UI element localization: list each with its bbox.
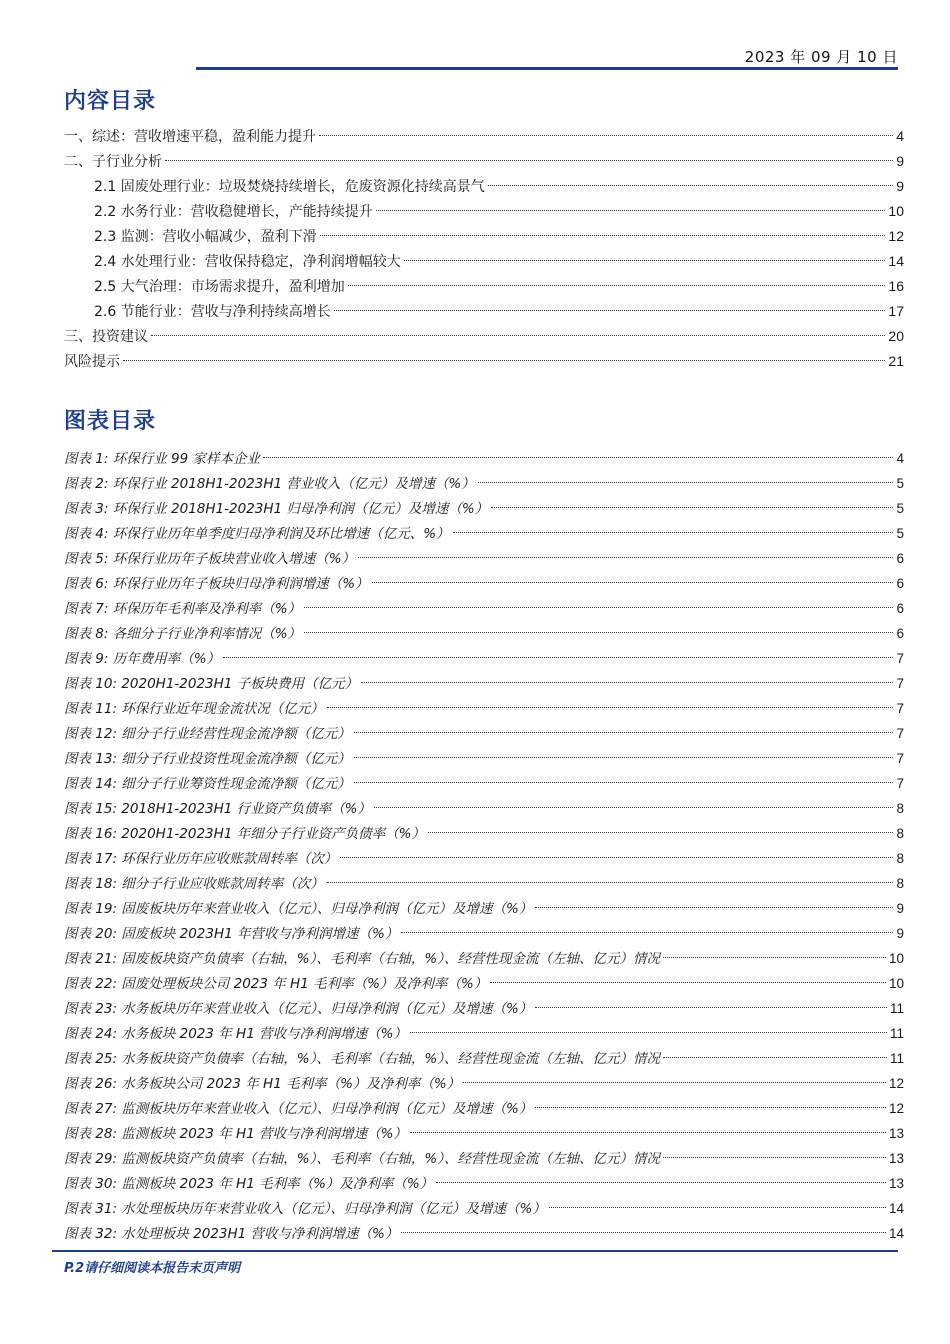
entry-label: 图表 23: 水务板块历年来营业收入（亿元）、归母净利润（亿元）及增速（%） <box>64 1001 533 1017</box>
dot-leader <box>488 185 893 186</box>
toc-entry[interactable] <box>64 299 904 324</box>
figure-entry[interactable] <box>64 546 904 571</box>
entry-label: 2.1 固废处理行业：垃圾焚烧持续增长，危废资源化持续高景气 <box>94 179 485 195</box>
dot-leader <box>354 757 894 758</box>
figure-entry[interactable] <box>64 896 904 921</box>
toc-entry[interactable] <box>64 349 904 374</box>
figure-entry[interactable] <box>64 871 904 896</box>
dot-leader <box>327 707 894 708</box>
entry-page-number: 11 <box>889 1001 904 1016</box>
entry-page-number: 14 <box>888 253 904 269</box>
entry-label: 图表 26: 水务板块公司 2023 年 H1 毛利率（%）及净利率（%） <box>64 1076 461 1092</box>
toc-entry[interactable] <box>64 249 904 274</box>
entry-page-number: 14 <box>888 1226 904 1241</box>
entry-label: 图表 24: 水务板块 2023 年 H1 营收与净利润增速（%） <box>64 1026 407 1042</box>
entry-label: 图表 4: 环保行业历年单季度归母净利润及环比增速（亿元、%） <box>64 526 450 542</box>
entry-page-number: 13 <box>888 1151 904 1166</box>
figure-entry[interactable] <box>64 1021 904 1046</box>
dot-leader <box>304 632 893 633</box>
figure-entry[interactable] <box>64 496 904 521</box>
entry-page-number: 7 <box>896 676 904 691</box>
figure-entry[interactable] <box>64 471 904 496</box>
entry-label: 二、子行业分析 <box>64 154 162 170</box>
entry-page-number: 12 <box>888 1076 904 1091</box>
dot-leader <box>340 857 893 858</box>
entry-label: 图表 11: 环保行业近年现金流状况（亿元） <box>64 701 324 717</box>
figure-entry[interactable] <box>64 671 904 696</box>
contents-title: 内容目录 <box>64 89 157 114</box>
entry-label: 图表 29: 监测板块资产负债率（右轴，%）、毛利率（右轴，%）、经营性现金流（左轴、亿元）情况 <box>64 1151 660 1167</box>
entry-page-number: 6 <box>896 551 904 566</box>
dot-leader <box>490 982 886 983</box>
figures-title: 图表目录 <box>64 409 157 434</box>
figure-entry[interactable] <box>64 1096 904 1121</box>
entry-label: 图表 25: 水务板块资产负债率（右轴，%）、毛利率（右轴，%）、经营性现金流（左轴、亿元）情况 <box>64 1051 660 1067</box>
dot-leader <box>151 335 885 336</box>
dot-leader <box>463 1082 886 1083</box>
entry-page-number: 4 <box>896 451 904 466</box>
figure-entry[interactable] <box>64 821 904 846</box>
entry-label: 图表 22: 固废处理板块公司 2023 年 H1 毛利率（%）及净利率（%） <box>64 976 488 992</box>
entry-page-number: 10 <box>888 951 904 966</box>
figure-entry[interactable] <box>64 796 904 821</box>
entry-label: 一、综述：营收增速平稳，盈利能力提升 <box>64 129 316 145</box>
dot-leader <box>304 607 893 608</box>
dot-leader <box>374 807 893 808</box>
entry-label: 图表 5: 环保行业历年子板块营业收入增速（%） <box>64 551 356 567</box>
dot-leader <box>663 1157 886 1158</box>
figure-entry[interactable] <box>64 446 904 471</box>
contents-list <box>64 124 904 374</box>
dot-leader <box>401 932 893 933</box>
footer-disclaimer: P.2请仔细阅读本报告末页声明 <box>64 1261 241 1276</box>
figure-entry[interactable] <box>64 996 904 1021</box>
entry-label: 三、投资建议 <box>64 329 148 345</box>
dot-leader <box>372 582 894 583</box>
dot-leader <box>165 160 893 161</box>
figure-entry[interactable] <box>64 846 904 871</box>
entry-label: 图表 15: 2018H1-2023H1 行业资产负债率（%） <box>64 801 371 817</box>
entry-label: 图表 6: 环保行业历年子板块归母净利润增速（%） <box>64 576 369 592</box>
toc-entry[interactable] <box>64 324 904 349</box>
entry-page-number: 7 <box>896 651 904 666</box>
entry-page-number: 7 <box>896 726 904 741</box>
entry-label: 图表 16: 2020H1-2023H1 年细分子行业资产负债率（%） <box>64 826 425 842</box>
entry-page-number: 4 <box>896 128 904 144</box>
entry-label: 图表 27: 监测板块历年来营业收入（亿元）、归母净利润（亿元）及增速（%） <box>64 1101 533 1117</box>
footer-divider <box>52 1250 898 1252</box>
entry-page-number: 11 <box>889 1051 904 1066</box>
figure-entry[interactable] <box>64 646 904 671</box>
entry-page-number: 9 <box>896 178 904 194</box>
entry-label: 图表 28: 监测板块 2023 年 H1 营收与净利润增速（%） <box>64 1126 407 1142</box>
report-date: 2023 年 09 月 10 日 <box>744 48 898 66</box>
entry-label: 图表 10: 2020H1-2023H1 子板块费用（亿元） <box>64 676 359 692</box>
dot-leader <box>401 1232 886 1233</box>
entry-page-number: 17 <box>888 303 904 319</box>
dot-leader <box>123 360 885 361</box>
entry-page-number: 7 <box>896 776 904 791</box>
entry-page-number: 16 <box>888 278 904 294</box>
entry-page-number: 8 <box>896 826 904 841</box>
entry-label: 2.3 监测：营收小幅减少，盈利下滑 <box>94 229 317 245</box>
figure-entry[interactable] <box>64 746 904 771</box>
entry-label: 图表 21: 固废板块资产负债率（右轴，%）、毛利率（右轴，%）、经营性现金流（左轴、亿元）情况 <box>64 951 660 967</box>
entry-page-number: 13 <box>888 1176 904 1191</box>
entry-page-number: 5 <box>896 501 904 516</box>
entry-page-number: 11 <box>889 1026 904 1041</box>
toc-entry[interactable] <box>64 274 904 299</box>
dot-leader <box>320 235 886 236</box>
entry-label: 图表 31: 水处理板块历年来营业收入（亿元）、归母净利润（亿元）及增速（%） <box>64 1201 546 1217</box>
dot-leader <box>334 310 886 311</box>
entry-page-number: 5 <box>896 526 904 541</box>
entry-label: 图表 2: 环保行业 2018H1-2023H1 营业收入（亿元）及增速（%） <box>64 476 475 492</box>
figure-entry[interactable] <box>64 1121 904 1146</box>
entry-page-number: 12 <box>888 1101 904 1116</box>
dot-leader <box>319 135 893 136</box>
dot-leader <box>354 732 894 733</box>
dot-leader <box>223 657 893 658</box>
entry-page-number: 20 <box>888 328 904 344</box>
figure-entry[interactable] <box>64 771 904 796</box>
figure-entry[interactable] <box>64 1196 904 1221</box>
dot-leader <box>354 782 894 783</box>
entry-label: 2.4 水处理行业：营收保持稳定，净利润增幅较大 <box>94 254 401 270</box>
figure-entry[interactable] <box>64 1046 904 1071</box>
entry-page-number: 8 <box>896 851 904 866</box>
toc-entry[interactable] <box>64 124 904 149</box>
entry-page-number: 5 <box>896 476 904 491</box>
entry-page-number: 9 <box>896 901 904 916</box>
toc-entry[interactable] <box>64 199 904 224</box>
entry-label: 图表 20: 固废板块 2023H1 年营收与净利润增速（%） <box>64 926 399 942</box>
dot-leader <box>410 1132 886 1133</box>
entry-label: 图表 12: 细分子行业经营性现金流净额（亿元） <box>64 726 351 742</box>
entry-label: 图表 14: 细分子行业筹资性现金流净额（亿元） <box>64 776 351 792</box>
entry-label: 风险提示 <box>64 354 120 370</box>
figure-entry[interactable] <box>64 721 904 746</box>
entry-label: 图表 17: 环保行业历年应收账款周转率（次） <box>64 851 338 867</box>
dot-leader <box>428 832 893 833</box>
dot-leader <box>436 1182 886 1183</box>
figure-entry[interactable] <box>64 571 904 596</box>
figure-entry[interactable] <box>64 1071 904 1096</box>
dot-leader <box>663 957 886 958</box>
entry-label: 图表 7: 环保历年毛利率及净利率（%） <box>64 601 302 617</box>
entry-page-number: 10 <box>888 976 904 991</box>
entry-label: 图表 9: 历年费用率（%） <box>64 651 221 667</box>
figure-entry[interactable] <box>64 1171 904 1196</box>
entry-label: 图表 3: 环保行业 2018H1-2023H1 归母净利润（亿元）及增速（%） <box>64 501 489 517</box>
entry-page-number: 10 <box>888 203 904 219</box>
entry-page-number: 6 <box>896 576 904 591</box>
entry-page-number: 9 <box>896 153 904 169</box>
dot-leader <box>535 907 893 908</box>
dot-leader <box>549 1207 886 1208</box>
entry-label: 图表 8: 各细分子行业净利率情况（%） <box>64 626 302 642</box>
entry-label: 图表 30: 监测板块 2023 年 H1 毛利率（%）及净利率（%） <box>64 1176 434 1192</box>
figure-entry[interactable] <box>64 621 904 646</box>
entry-page-number: 8 <box>896 801 904 816</box>
dot-leader <box>376 210 886 211</box>
entry-label: 图表 18: 细分子行业应收账款周转率（次） <box>64 876 324 892</box>
dot-leader <box>535 1007 887 1008</box>
dot-leader <box>453 532 894 533</box>
toc-entry[interactable] <box>64 174 904 199</box>
dot-leader <box>410 1032 887 1033</box>
dot-leader <box>491 507 893 508</box>
figure-entry[interactable] <box>64 1221 904 1246</box>
entry-page-number: 6 <box>896 601 904 616</box>
entry-label: 2.6 节能行业：营收与净利持续高增长 <box>94 304 331 320</box>
dot-leader <box>404 260 886 261</box>
entry-page-number: 14 <box>888 1201 904 1216</box>
dot-leader <box>358 557 893 558</box>
entry-page-number: 13 <box>888 1126 904 1141</box>
entry-label: 图表 19: 固废板块历年来营业收入（亿元）、归母净利润（亿元）及增速（%） <box>64 901 533 917</box>
entry-page-number: 9 <box>896 926 904 941</box>
entry-page-number: 6 <box>896 626 904 641</box>
figure-entry[interactable] <box>64 1146 904 1171</box>
toc-entry[interactable] <box>64 149 904 174</box>
dot-leader <box>478 482 894 483</box>
dot-leader <box>348 285 886 286</box>
entry-page-number: 21 <box>888 353 904 369</box>
dot-leader <box>263 457 894 458</box>
dot-leader <box>327 882 894 883</box>
entry-label: 2.5 大气治理：市场需求提升，盈利增加 <box>94 279 345 295</box>
figure-entry[interactable] <box>64 971 904 996</box>
figure-entry[interactable] <box>64 921 904 946</box>
figure-entry[interactable] <box>64 596 904 621</box>
entry-page-number: 7 <box>896 701 904 716</box>
entry-label: 图表 1: 环保行业 99 家样本企业 <box>64 451 260 467</box>
header-divider <box>196 67 898 70</box>
figure-entry[interactable] <box>64 521 904 546</box>
figure-entry[interactable] <box>64 696 904 721</box>
entry-page-number: 7 <box>896 751 904 766</box>
entry-label: 图表 32: 水处理板块 2023H1 营收与净利润增速（%） <box>64 1226 399 1242</box>
entry-label: 2.2 水务行业：营收稳健增长，产能持续提升 <box>94 204 373 220</box>
dot-leader <box>361 682 893 683</box>
entry-page-number: 12 <box>888 228 904 244</box>
figures-list <box>64 446 904 1246</box>
entry-page-number: 8 <box>896 876 904 891</box>
dot-leader <box>535 1107 886 1108</box>
dot-leader <box>663 1057 887 1058</box>
entry-label: 图表 13: 细分子行业投资性现金流净额（亿元） <box>64 751 351 767</box>
figure-entry[interactable] <box>64 946 904 971</box>
toc-entry[interactable] <box>64 224 904 249</box>
